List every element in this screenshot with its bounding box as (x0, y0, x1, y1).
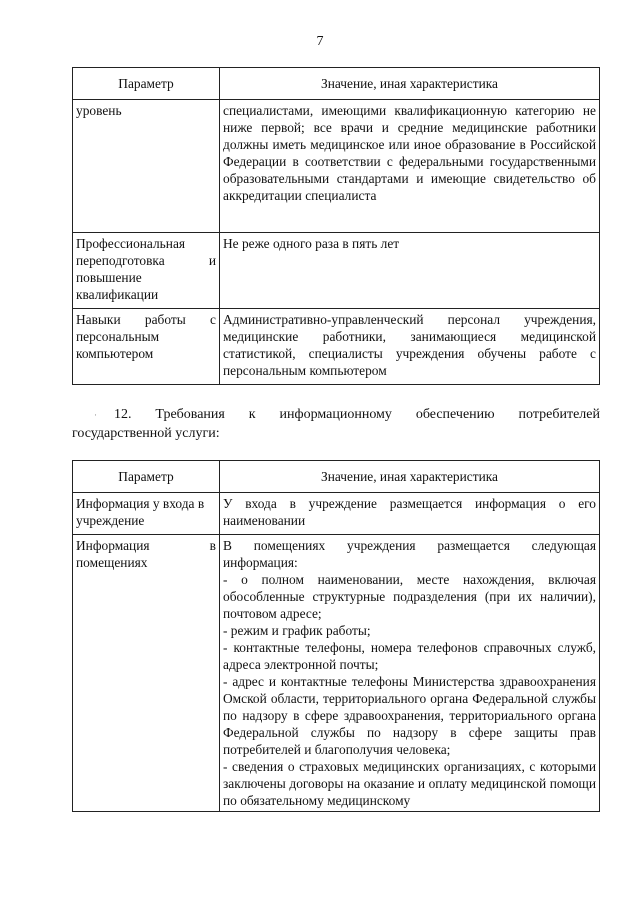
param-cell: Навыки работы с персональным компьютером (73, 309, 220, 385)
table-row (73, 535, 600, 812)
info-line: - контактные телефоны, номера телефонов справочных служб, адреса электронной почты; (223, 640, 596, 672)
scan-mark: · (94, 410, 97, 420)
header-value: Значение, иная характеристика (220, 68, 600, 100)
section-12-heading: 12. Требования к информационному обеспечению потребителей государственной услуги: (72, 407, 600, 441)
param-cell: Информация у входа в учреждение (73, 493, 220, 535)
header-parameter: Параметр (73, 68, 220, 100)
page-number: 7 (316, 34, 324, 49)
value-cell (220, 535, 600, 812)
param-cell: Профессиональная переподготовка и повышение квалификации (73, 233, 220, 309)
info-line: В помещениях учреждения размещается следующая информация: (223, 538, 596, 570)
table-row (73, 233, 600, 309)
table-header-row (73, 68, 600, 100)
requirements-table-staff (72, 67, 600, 385)
param-cell: Информация в помещениях (73, 535, 220, 812)
table-row (73, 100, 600, 233)
requirements-table-information (72, 460, 600, 812)
param-cell: уровень (73, 100, 220, 233)
header-parameter: Параметр (73, 461, 220, 493)
header-value: Значение, иная характеристика (220, 461, 600, 493)
value-cell: Не реже одного раза в пять лет (220, 233, 600, 309)
info-line: - режим и график работы; (223, 623, 371, 638)
table-row (73, 493, 600, 535)
value-cell: специалистами, имеющими квалификационную категорию не ниже первой; все врачи и средние медицинские работники должны иметь медицинское или иное образование в Российской Федерации в соответствии с федеральными государственными образовательными стандартами и имеющие свидетельство об аккредитации специалиста (220, 100, 600, 233)
info-line: - сведения о страховых медицинских организациях, с которыми заключены договоры на оказание и оплату медицинской помощи по обязательному медицинскому (223, 759, 596, 808)
info-line: - о полном наименовании, месте нахождения, включая обособленные структурные подразделения (при их наличии), почтовом адресе; (223, 572, 596, 621)
value-cell: Административно-управленческий персонал учреждения, медицинские работники, занимающиеся медицинской статистикой, специалисты учреждения обучены работе с персональным компьютером (220, 309, 600, 385)
info-line: - адрес и контактные телефоны Министерства здравоохранения Омской области, территориального органа Федеральной службы по надзору в сфере здравоохранения, территориального органа Федеральной службы по надзору в сфере защиты прав потребителей и благополучия человека; (223, 674, 596, 757)
value-cell: У входа в учреждение размещается информация о его наименовании (220, 493, 600, 535)
table-header-row (73, 461, 600, 493)
table-row (73, 309, 600, 385)
